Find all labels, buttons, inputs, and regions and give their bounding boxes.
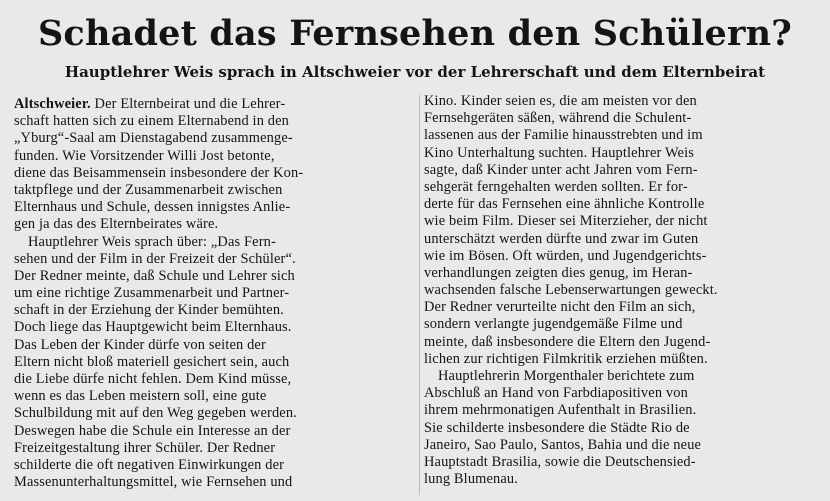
text-line: Fernsehgeräten säßen, während die Schulent- bbox=[424, 110, 692, 127]
text-line: Das Leben der Kinder dürfe von seiten der bbox=[14, 336, 266, 353]
text-line: ihrem mehrmonatigen Aufenthalt in Brasilien. bbox=[424, 402, 697, 419]
text-line: derte für das Fernsehen eine ähnliche Kontrolle bbox=[424, 196, 705, 213]
text-line: schaft in der Erziehung der Kinder bemühten. bbox=[14, 302, 284, 319]
dateline: Altschweier. bbox=[14, 96, 91, 112]
text-line: Sie schilderte insbesondere die Städte Rio de bbox=[424, 419, 690, 436]
text-line: Hauptlehrerin Morgenthaler berichtete zum bbox=[438, 368, 695, 384]
text-line: verhandlungen zeigten dies genug, im Heran- bbox=[424, 264, 693, 281]
text-line: „Yburg“-Saal am Dienstagabend zusammenge- bbox=[14, 130, 293, 147]
text-line: Janeiro, Sao Paulo, Santos, Bahia und die neue bbox=[424, 436, 702, 453]
text-line: lichen zur richtigen Filmkritik erziehen müßten. bbox=[424, 350, 708, 367]
text-line: unterschätzt werden dürfte und zwar im Guten bbox=[424, 230, 699, 247]
text-line: wie beim Film. Dieser sei Miterzieher, der nicht bbox=[424, 213, 708, 230]
article-headline: Schadet das Fernsehen den Schülern? bbox=[37, 13, 793, 54]
text-line: Abschluß an Hand von Farbdiapositiven von bbox=[424, 385, 688, 402]
text-line: Deswegen habe die Schule ein Interesse an der bbox=[14, 422, 291, 439]
article-column-right bbox=[424, 93, 824, 488]
text-line: sehgerät ferngehalten werden sollten. Er for- bbox=[424, 178, 688, 195]
text-line: gen ja das des Elternbeirates wäre. bbox=[14, 216, 219, 233]
column-divider bbox=[419, 95, 420, 495]
text-line: Doch liege das Hauptgewicht beim Elternhaus. bbox=[14, 319, 292, 336]
text-line: Der Redner meinte, daß Schule und Lehrer sich bbox=[14, 267, 295, 284]
text-line: Eltern nicht bloß materiell gesichert sein, auch bbox=[14, 353, 290, 370]
text-line bbox=[14, 96, 416, 113]
text-line: sondern verlangte jugendgemäße Filme und bbox=[424, 316, 683, 333]
text-line: Kino Unterhaltung suchten. Hauptlehrer Weis bbox=[424, 144, 694, 161]
text-line: sagte, daß Kinder unter acht Jahren vom Fern- bbox=[424, 161, 698, 178]
text-line: schilderte die oft negativen Einwirkungen der bbox=[14, 456, 285, 473]
text-line: Der Redner verurteilte nicht den Film an sich, bbox=[424, 299, 696, 316]
text-line: Schulbildung mit auf den Weg gegeben werden. bbox=[14, 405, 297, 422]
text-line: meinte, daß insbesondere die Eltern den Jugend- bbox=[424, 333, 711, 350]
text-line: Freizeitgestaltung ihrer Schüler. Der Redner bbox=[14, 439, 276, 456]
text-line: um eine richtige Zusammenarbeit und Partner- bbox=[14, 285, 290, 302]
text-line: Hauptstadt Brasilia, sowie die Deutschensied- bbox=[424, 453, 696, 470]
text-line: lung Blumenau. bbox=[424, 471, 519, 488]
article-column-left bbox=[14, 96, 416, 491]
text-line: Hauptlehrer Weis sprach über: „Das Fern- bbox=[28, 233, 276, 250]
text-line: lassenen aus der Familie hinausstrebten und im bbox=[424, 127, 703, 144]
text-line-content: Der Elternbeirat und die Lehrer- bbox=[90, 96, 286, 112]
text-line: Kino. Kinder seien es, die am meisten vor den bbox=[424, 93, 697, 109]
text-line: die Liebe dürfe nicht fehlen. Dem Kind müsse, bbox=[14, 371, 292, 387]
text-line: diene das Beisammensein insbesondere der Kon- bbox=[14, 164, 304, 181]
text-line: sehen und der Film in der Freizeit der Schüler“. bbox=[14, 250, 296, 267]
text-line: taktpflege und der Zusammenarbeit zwischen bbox=[14, 181, 283, 198]
article-subheadline: Hauptlehrer Weis sprach in Altschweier vor der Lehrerschaft und dem Elternbeirat bbox=[64, 63, 766, 81]
text-line: funden. Wie Vorsitzender Willi Jost betonte, bbox=[14, 147, 275, 164]
text-line: schaft hatten sich zu einem Elternabend in den bbox=[14, 113, 290, 130]
text-line: Massenunterhaltungsmittel, wie Fernsehen und bbox=[14, 474, 293, 491]
text-line: Elternhaus und Schule, dessen innigstes Anlie- bbox=[14, 199, 291, 216]
text-line: wachsenden falsche Lebenserwartungen geweckt. bbox=[424, 282, 718, 299]
text-line: wie im Bösen. Oft würden, und Jugendgerichts- bbox=[424, 247, 707, 264]
text-line: wenn es das Leben meistern soll, eine gute bbox=[14, 388, 267, 405]
